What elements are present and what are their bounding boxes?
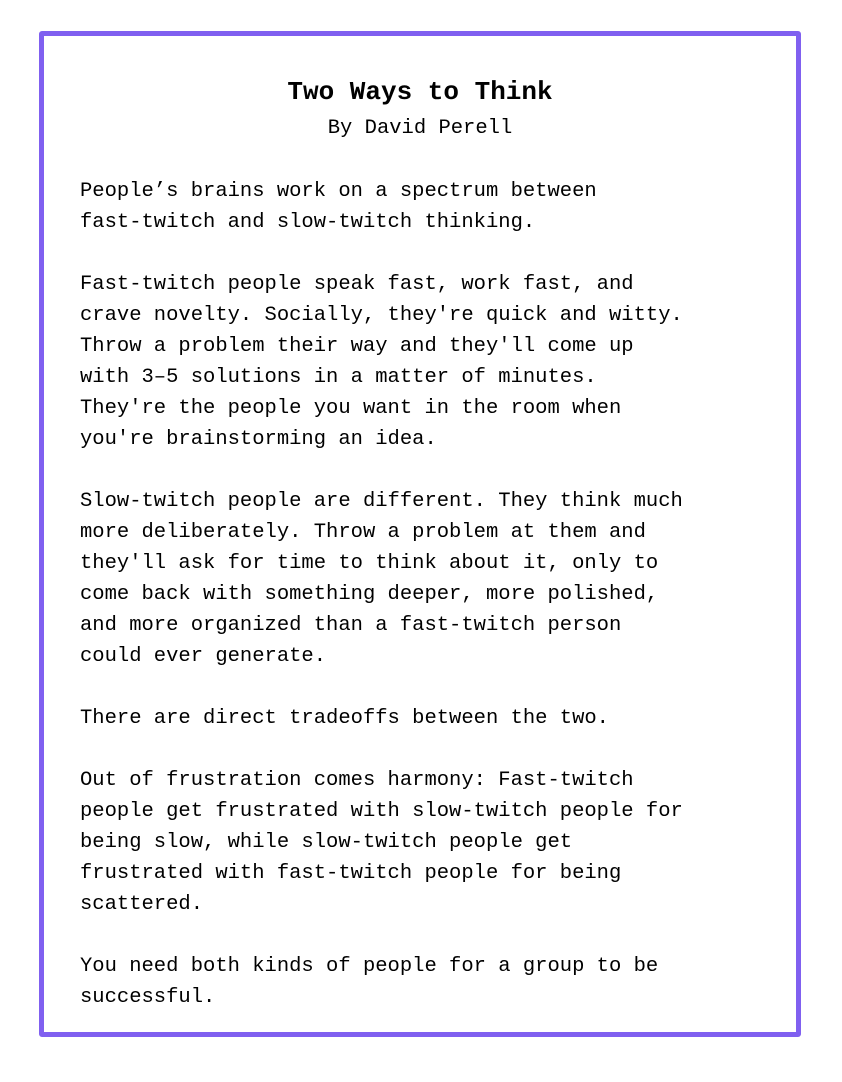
paragraph-2: Fast-twitch people speak fast, work fast, and crave novelty. Socially, they're quick and witty. Throw a problem their way and they'll come up with 3–5 solutions in a matter of minutes. They're the people you want in the room when you're brainstorming an idea.: [80, 273, 683, 451]
paragraph-1: People’s brains work on a spectrum between fast-twitch and slow-twitch thinking.: [80, 180, 597, 234]
paragraph-4: There are direct tradeoffs between the two.: [80, 707, 609, 730]
paragraph-6: You need both kinds of people for a group to be successful.: [80, 955, 659, 1009]
document-byline: By David Perell: [327, 117, 513, 140]
document-frame: [39, 31, 801, 1037]
paragraph-5: Out of frustration comes harmony: Fast-twitch people get frustrated with slow-twitch people for being slow, while slow-twitch people get frustrated with fast-twitch people for being scattered.: [80, 769, 683, 916]
paragraph-3: Slow-twitch people are different. They think much more deliberately. Throw a problem at them and they'll ask for time to think about it, only to come back with something deeper, more polished, and more organized than a fast-twitch person could ever generate.: [80, 490, 683, 668]
document-body: [80, 176, 800, 1013]
document-title: Two Ways to Think: [287, 77, 553, 107]
